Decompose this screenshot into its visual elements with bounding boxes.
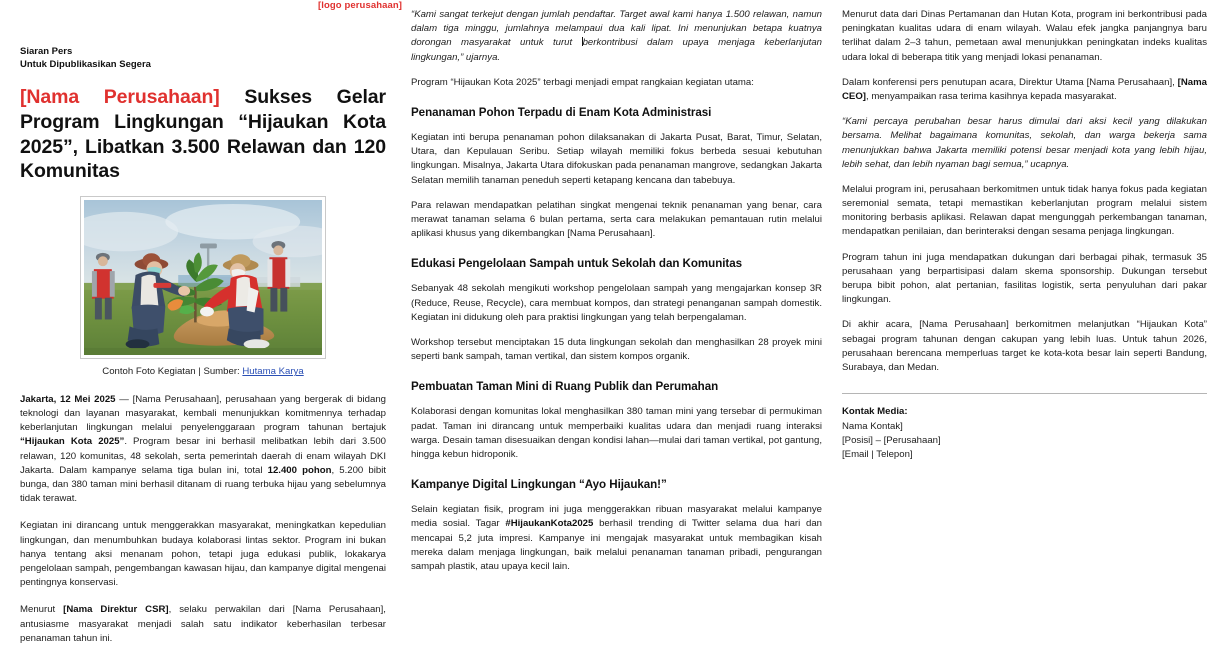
section-heading-penanaman: Penanaman Pohon Terpadu di Enam Kota Administrasi [411, 105, 712, 119]
photo-frame [80, 196, 326, 359]
caption-prefix: Contoh Foto Kegiatan | Sumber: [102, 366, 243, 378]
paragraph-tujuan: Kegiatan ini dirancang untuk menggerakkan masyarakat, meningkatkan kepedulian lingkungan, dan menumbuhkan budaya kolaborasi lintas sektor. Program ini bukan hanya tentang aksi menanam pohon, tetapi juga edukasi publik, lokakarya pengelolaan sampah, pengembangan kawasan hijau, dan kampanye digital mengenai pentingnya konservasi. [20, 520, 386, 589]
contact-email-phone: [Email | Telepon] [842, 449, 913, 461]
section-divider [842, 393, 1207, 394]
kampanye-text-1: Selain kegiatan fisik, program ini juga menggerakkan ribuan masyarakat melalui kampanye media sosial. Tagar [411, 504, 822, 530]
section-heading-kampanye-digital: Kampanye Digital Lingkungan “Ayo Hijaukan!” [411, 478, 667, 492]
page-title [20, 85, 386, 185]
press-kicker [20, 46, 386, 72]
media-contact-block [842, 405, 1207, 463]
contact-label: Kontak Media: [842, 406, 908, 418]
photo-image [84, 200, 322, 355]
paragraph-edukasi-1: Sebanyak 48 sekolah mengikuti workshop pengelolaan sampah yang mengajarkan konsep 3R (Reduce, Reuse, Recycle), cara membuat kompos, dan strategi penanganan sampah domestik. Kegiatan ini didukung oleh para praktisi lingkungan yang telah berpengalaman. [411, 283, 822, 323]
kicker-line-2: Untuk Dipublikasikan Segera [20, 58, 151, 70]
hashtag-bold: #HijaukanKota2025 [505, 518, 594, 530]
paragraph-sponsorship: Program tahun ini juga mendapatkan dukungan dari berbagai pihak, termasuk 35 perusahaan yang berpartisipasi dalam skema sponsorship. Dukungan tersebut berupa bibit pohon, alat pertanian, fasilitas logistik, serta penyuluhan dari pakar lingkungan. [842, 251, 1207, 306]
contact-position: [Posisi] – [Perusahaan] [842, 434, 941, 446]
logo-placeholder: [logo perusahaan] [318, 0, 403, 11]
paragraph-komitmen: Melalui program ini, perusahaan berkomitmen untuk tidak hanya fokus pada kegiatan seremonial semata, tetapi memastikan keberlanjutan program melalui sistem monitoring berbasis aplikasi. Relawan dapat mengunggah perkembangan tanaman, mendapatkan penilaian, dan berinteraksi dengan sesama penjaga lingkungan. [842, 183, 1207, 238]
paragraph-kutipan-ceo: “Kami percaya perubahan besar harus dimulai dari aksi kecil yang dilakukan bersama. Melihat bagaimana komunitas, sekolah, dan warga bekerja sama menunjukkan bahwa Jakarta memiliki potensi besar menjadi kota yang lebih hijau, lebih sehat, dan lebih nyaman bagi semua,” ucapnya. [842, 116, 1207, 170]
paragraph-penanaman-2: Para relawan mendapatkan pelatihan singkat mengenai teknik penanaman yang benar, cara merawat tanaman selama 6 bulan pertama, serta cara melakukan pemantauan rutin melalui aplikasi khusus yang dikembangkan [Nama Perusahaan]. [411, 199, 822, 240]
column-middle [404, 0, 834, 572]
headline-company-name: [Nama Perusahaan] [20, 85, 220, 108]
paragraph-penanaman-1: Kegiatan inti berupa penanaman pohon dilaksanakan di Jakarta Pusat, Barat, Timur, Selatan, Utara, dan Kepulauan Seribu. Setiap wilayah memiliki fokus berbeda sesuai kebutuhan lingkungan. Misalnya, Jakarta Utara difokuskan pada penanaman mangrove, sedangkan Jakarta Selatan memilih tanaman peneduh seperti ketapang kencana dan tabebuya. [411, 132, 822, 186]
kampanye-text-2: berhasil trending di Twitter selama dua hari dan mencapai 5,2 juta impresi. Kampanye ini mengajak masyarakat untuk membagikan kisah mereka dalam menjaga lingkungan, baik melalui penanaman tanaman pribadi, pengurangan sampah plastik, atau upaya kecil lain. [411, 518, 822, 572]
paragraph-edukasi-2: Workshop tersebut menciptakan 15 duta lingkungan sekolah dan menghasilkan 28 proyek mini seperti bank sampah, taman vertikal, dan sistem kompos organik. [411, 336, 822, 363]
photo-caption [102, 366, 303, 378]
section-heading-taman-mini: Pembuatan Taman Mini di Ruang Publik dan Perumahan [411, 380, 719, 394]
paragraph-kutipan-csr [20, 603, 386, 646]
paragraph-taman-mini-1: Kolaborasi dengan komunitas lokal menghasilkan 380 taman mini yang tersebar di permukiman padat. Taman ini dirancang untuk memperbaiki kualitas udara dan menjadi ruang interaksi warga. Desain taman disesuaikan dengan kondisi lahan—mulai dari taman vertikal, pot gantung, hingga kebun hidroponik. [411, 406, 822, 460]
section-heading-edukasi: Edukasi Pengelolaan Sampah untuk Sekolah dan Komunitas [411, 257, 743, 271]
csr-director-bold: [Nama Direktur CSR] [63, 604, 169, 616]
paragraph-program-intro: Program “Hijaukan Kota 2025” terbagi menjadi empat rangkaian kegiatan utama: [411, 76, 754, 88]
headline-rest: Sukses Gelar Program Lingkungan “Hijaukan Kota 2025”, Libatkan 3.500 Relawan dan 120 Komunitas [20, 85, 386, 183]
quote-part-1: “Kami sangat terkejut dengan jumlah pendaftar. Target awal kami hanya 1.500 relawan, namun dalam tiga minggu, jumlahnya melampaui dua kali lipat. Ini menunjukan betapa kuatnya dorongan masyarakat untuk turut [411, 9, 822, 49]
konferensi-text-2: , menyampaikan rasa terima kasihnya kepada masyarakat. [865, 90, 1117, 102]
ceo-name-bold: [Nama CEO] [842, 76, 1207, 102]
caption-source-link[interactable]: Hutama Karya [242, 366, 304, 378]
dateline-text-3: , 5.200 bibit bunga, dan 380 taman mini berhasil ditanam di ruang terbuka hijau yang sebelumnya tidak terawat. [20, 464, 387, 505]
column-left [0, 0, 404, 644]
tree-count-bold: 12.400 pohon [267, 464, 332, 476]
column-right [834, 0, 1223, 555]
csr-text-2: , selaku perwakilan dari [Nama Perusahaan], antusiasme masyarakat menjadi salah satu indikator keberhasilan terbesar penanaman tahun ini. [20, 604, 386, 644]
activity-photo-figure [20, 196, 386, 378]
paragraph-dateline [20, 393, 386, 507]
dateline-text-2: . Program besar ini berhasil melibatkan lebih dari 3.500 relawan, 120 komunitas, 48 sekolah, serta pemerintah daerah di enam wilayah DKI Jakarta. Dalam kampanye selama tiga bulan ini, total [20, 436, 387, 476]
paragraph-dinas-pertamanan: Menurut data dari Dinas Pertamanan dan Hutan Kota, program ini berkontribusi pada peningkatan kualitas udara di enam wilayah. Walau efek jangka panjangnya baru terlihat dalam 2–3 tahun, pemetaan awal menunjukkan peningkatan indeks kualitas udara lokal di beberapa titik yang menjadi lokasi penanaman. [842, 9, 1207, 63]
dateline-text-1: — [Nama Perusahaan], perusahaan yang bergerak di bidang teknologi dan layanan masyarakat, kembali menunjukkan komitmennya terhadap keberlanjutan lingkungan melalui penyelenggaraan program tahunan bertajuk [20, 393, 386, 434]
konferensi-text-1: Dalam konferensi pers penutupan acara, Direktur Utama [Nama Perusahaan], [842, 76, 1178, 88]
paragraph-quote-volunteer [411, 8, 822, 65]
tree-planting-photo-svg [84, 200, 322, 355]
paragraph-kampanye-digital [411, 503, 822, 574]
program-name-bold: “Hijaukan Kota 2025” [20, 436, 125, 448]
quote-part-2: berkontribusi dalam upaya menjaga keberlanjutan lingkungan,” ujarnya. [411, 37, 822, 63]
paragraph-konferensi-pers [842, 76, 1207, 104]
paragraph-penutup: Di akhir acara, [Nama Perusahaan] berkomitmen melanjutkan “Hijaukan Kota” sebagai program tahunan dengan cakupan yang lebih luas. Untuk tahun 2026, perusahaan berencana memperluas target ke kota-kota besar lain seperti Bandung, Surabaya, dan Medan. [842, 319, 1207, 373]
kicker-line-1: Siaran Pers [20, 46, 73, 57]
contact-name: Nama Kontak] [842, 420, 903, 432]
dateline-label: Jakarta, 12 Mei 2025 [20, 393, 116, 405]
csr-text-1: Menurut [20, 604, 64, 616]
